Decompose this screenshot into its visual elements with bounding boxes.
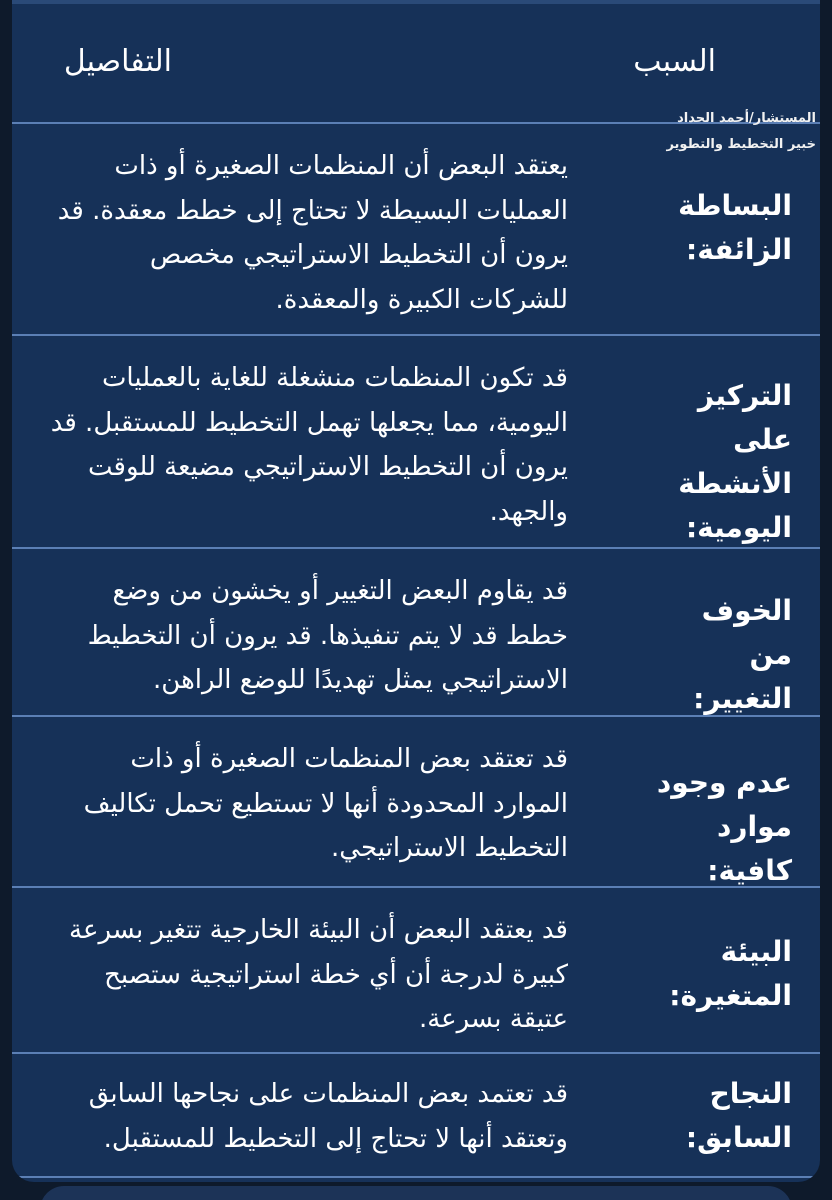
row-cause: البساطة الزائفة:	[678, 189, 792, 266]
table-row	[12, 886, 820, 1052]
table-body	[12, 122, 820, 1178]
row-cause: البيئة المتغيرة:	[669, 935, 792, 1012]
table-row	[12, 334, 820, 547]
table-card	[12, 0, 820, 1182]
row-details: قد تعتقد بعض المنظمات الصغيرة أو ذات الموارد المحدودة أنها لا تستطيع تحمل تكاليف التخطيط الاستراتيجي.	[83, 744, 568, 863]
next-card-edge	[40, 1186, 792, 1200]
author-watermark	[606, 106, 816, 158]
row-details: قد تكون المنظمات منشغلة للغاية بالعمليات اليومية، مما يجعلها تهمل التخطيط للمستقبل. قد يرون أن التخطيط الاستراتيجي مضيعة للوقت والجهد.	[50, 363, 568, 527]
row-details: قد يقاوم البعض التغيير أو يخشون من وضع خطط قد لا يتم تنفيذها. قد يرون أن التخطيط الاستراتيجي يمثل تهديدًا للوضع الراهن.	[87, 576, 568, 695]
watermark-name: المستشار/أحمد الحداد	[677, 111, 816, 126]
table-row	[12, 715, 820, 886]
table-header	[12, 0, 820, 122]
row-cause: النجاح السابق:	[685, 1077, 792, 1154]
table-row	[12, 1052, 820, 1178]
row-cause: التركيز على الأنشطة اليومية:	[678, 379, 792, 544]
table-bottom-border	[12, 1176, 820, 1178]
watermark-title: خبير التخطيط والتطوير	[666, 137, 816, 152]
row-cause: الخوف من التغيير:	[693, 594, 792, 715]
row-cause: عدم وجود موارد كافية:	[656, 766, 792, 887]
row-details: قد تعتمد بعض المنظمات على نجاحها السابق وتعتقد أنها لا تحتاج إلى التخطيط للمستقبل.	[88, 1079, 568, 1154]
header-cause: السبب	[633, 44, 716, 79]
row-details: يعتقد البعض أن المنظمات الصغيرة أو ذات العمليات البسيطة لا تحتاج إلى خطط معقدة. قد يرون أن التخطيط الاستراتيجي مخصص للشركات الكبيرة والمعقدة.	[57, 151, 568, 315]
header-details: التفاصيل	[63, 44, 172, 79]
table-row	[12, 547, 820, 715]
row-details: قد يعتقد البعض أن البيئة الخارجية تتغير بسرعة كبيرة لدرجة أن أي خطة استراتيجية ستصبح عتيقة بسرعة.	[69, 915, 568, 1034]
